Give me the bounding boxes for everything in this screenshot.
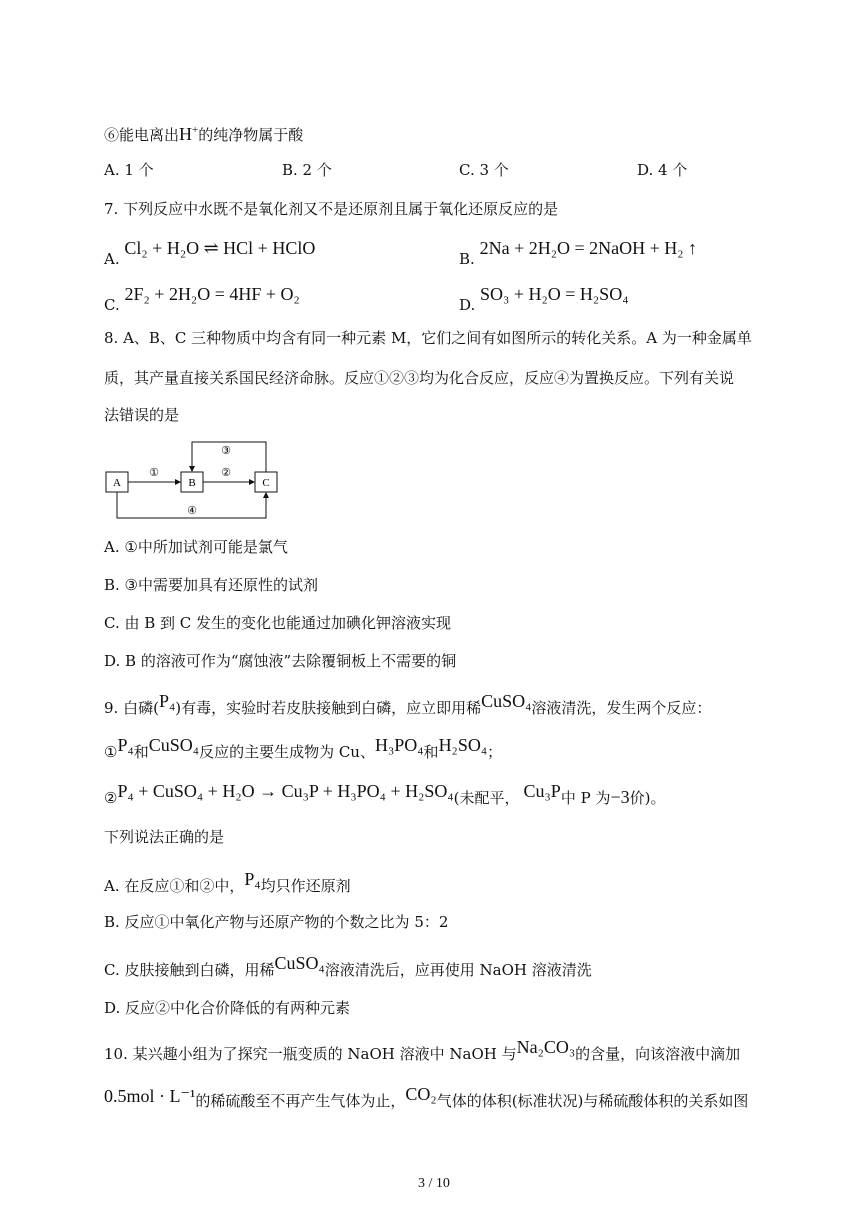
q6-h: H	[179, 124, 193, 144]
q9-r2-b: (未配平，	[453, 789, 520, 807]
q9-stem-a: 9. 白磷(	[104, 699, 159, 717]
box-a-label: A	[113, 477, 121, 489]
q9-r1-h2so4: H₂SO₄	[438, 735, 488, 755]
q7-a-label: A.	[104, 250, 120, 268]
q10-co2: CO₂	[405, 1084, 437, 1104]
q6-statement-6	[104, 120, 303, 145]
q6-h-ion	[179, 124, 198, 144]
box-b-label: B	[188, 477, 196, 489]
q10-line-2	[104, 1084, 749, 1111]
q9-r2-num: ②	[104, 789, 118, 807]
q7-option-c	[104, 284, 300, 314]
q8-option-d: D. B 的溶液可作为“腐蚀液”去除覆铜板上不需要的铜	[104, 652, 457, 670]
q9-r2-valence: −3	[610, 787, 630, 807]
q7-c-label: C.	[104, 296, 120, 314]
q9-r1-b: 和	[133, 743, 149, 761]
q9-option-d: D. 反应②中化合价降低的有两种元素	[104, 999, 351, 1017]
q9-c-text-b: 溶液清洗后，应再使用 NaOH 溶液清洗	[324, 961, 592, 979]
q9-p4: P₄	[158, 691, 176, 711]
q9-a-p4: P₄	[244, 869, 261, 889]
q9-c-cuso4: CuSO₄	[274, 953, 325, 973]
q7-a-formula: Cl₂ + H₂O ⇌ HCl + HClO	[124, 238, 316, 258]
q9-a-text-b: 均只作还原剂	[260, 877, 351, 895]
q9-r1-h3po4: H₃PO₄	[374, 735, 424, 755]
q9-r2-c: 中 P 为	[560, 789, 611, 807]
q10-concentration: 0.5mol · L⁻¹	[104, 1086, 196, 1106]
box-c-label: C	[262, 477, 270, 489]
q9-c-text: C. 皮肤接触到白磷，用稀	[104, 961, 275, 979]
q9-reaction-2	[104, 781, 666, 808]
q6-option-a: A. 1 个	[104, 161, 154, 179]
q7-option-a	[104, 238, 316, 268]
q6-option-c: C. 3 个	[459, 161, 509, 179]
q9-r1-c: 反应的主要生成物为 Cu、	[199, 743, 375, 761]
q9-r2-d: 价)。	[629, 789, 666, 807]
q10-l2-b: 气体的体积(标准状况)与稀硫酸体积的关系如图	[436, 1092, 749, 1110]
q8-stem-line-2: 质，其产量直接关系国民经济命脉。反应①②③均为化合反应，反应④为置换反应。下列有关说	[104, 369, 735, 387]
q8-option-b: B. ③中需要加具有还原性的试剂	[104, 576, 319, 594]
q8-stem-line-1: 8. A、B、C 三种物质中均含有同一种元素 M，它们之间有如图所示的转化关系。A 为一种金属单	[104, 329, 752, 347]
q10-na2co3: Na₂CO₃	[516, 1037, 576, 1057]
page-number: 3 / 10	[418, 1176, 450, 1191]
q6-plus: +	[192, 124, 199, 136]
q10-l1-a: 10. 某兴趣小组为了探究一瓶变质的 NaOH 溶液中 NaOH 与	[104, 1045, 517, 1063]
q7-option-d	[459, 284, 629, 314]
q7-b-formula: 2Na + 2H₂O = 2NaOH + H₂ ↑	[479, 238, 698, 258]
q8-option-c: C. 由 B 到 C 发生的变化也能通过加碘化钾溶液实现	[104, 614, 452, 632]
q7-d-label: D.	[459, 296, 476, 314]
q9-r2-equation: P₄ + CuSO₄ + H₂O → Cu₃P + H₃PO₄ + H₂SO₄	[117, 781, 454, 801]
q9-r2-cu3p: Cu₃P	[523, 781, 561, 801]
q10-l2-a: 的稀硫酸至不再产生气体为止，	[195, 1092, 406, 1110]
q9-r1-num: ①	[104, 743, 118, 761]
arrow-3-label: ③	[221, 445, 231, 457]
q6-option-d: D. 4 个	[637, 161, 688, 179]
q9-r1-d: 和	[423, 743, 439, 761]
q8-conversion-diagram	[104, 438, 294, 524]
q10-l1-b: 的含量，向该溶液中滴加	[575, 1045, 741, 1063]
arrow-2-label: ②	[221, 467, 231, 479]
q7-b-label: B.	[459, 250, 475, 268]
q9-option-a	[104, 869, 351, 896]
q7-c-formula: 2F₂ + 2H₂O = 4HF + O₂	[124, 284, 300, 304]
q9-ask: 下列说法正确的是	[104, 828, 225, 846]
q6-text-a: ⑥能电离出	[104, 126, 180, 144]
q9-option-c	[104, 953, 592, 980]
q9-r1-cuso4: CuSO₄	[148, 735, 200, 755]
arrow-4-label: ④	[187, 505, 197, 517]
q9-cuso4: CuSO₄	[481, 691, 532, 711]
q8-stem-line-3: 法错误的是	[104, 406, 180, 424]
q8-option-a: A. ①中所加试剂可能是氯气	[104, 538, 288, 556]
q6-text-b: 的纯净物属于酸	[198, 126, 304, 144]
q9-stem	[104, 691, 712, 718]
q7-d-formula: SO₃ + H₂O = H₂SO₄	[480, 284, 629, 304]
q9-reaction-1	[104, 735, 503, 762]
q9-option-b: B. 反应①中氧化产物与还原产物的个数之比为 5：2	[104, 913, 449, 931]
q10-line-1	[104, 1037, 741, 1064]
q9-stem-c: 溶液清洗，发生两个反应：	[531, 699, 712, 717]
q9-r1-p4: P₄	[117, 735, 134, 755]
q6-option-b: B. 2 个	[282, 161, 332, 179]
q7-option-b	[459, 238, 698, 268]
arrow-1-label: ①	[149, 467, 159, 479]
q9-a-text: A. 在反应①和②中，	[104, 877, 245, 895]
q9-r1-e: ；	[487, 743, 503, 761]
q9-stem-b: )有毒，实验时若皮肤接触到白磷，应立即用稀	[175, 699, 482, 717]
q7-stem: 7. 下列反应中水既不是氧化剂又不是还原剂且属于氧化还原反应的是	[104, 200, 559, 218]
